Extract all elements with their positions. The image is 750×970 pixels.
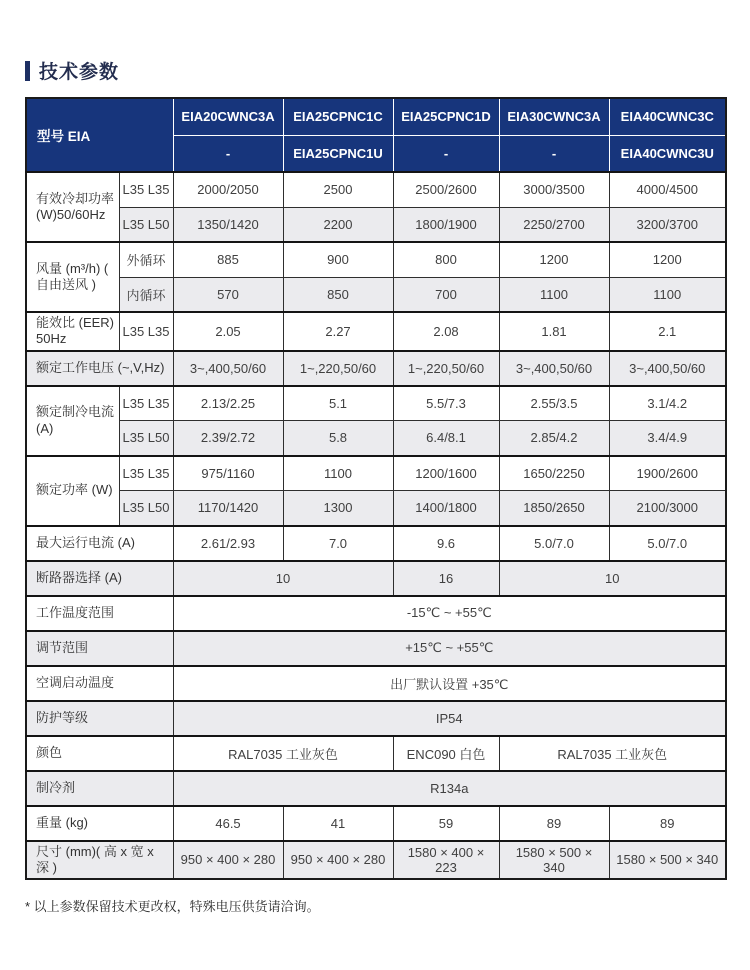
table-row — [26, 312, 726, 351]
table-row — [26, 596, 726, 631]
table-row — [26, 386, 726, 421]
value-cell: 出厂默认设置 +35℃ — [173, 666, 726, 701]
model-header-1: EIA20CWNC3A — [173, 98, 283, 135]
value-cell: 5.0/7.0 — [609, 526, 726, 561]
value-cell: 1650/2250 — [499, 456, 609, 491]
value-cell: 7.0 — [283, 526, 393, 561]
model-header-4: EIA30CWNC3A — [499, 98, 609, 135]
sub-label: L35 L35 — [119, 386, 173, 421]
value-cell: 900 — [283, 242, 393, 277]
value-cell: 5.1 — [283, 386, 393, 421]
row-label-adjust-range: 调节范围 — [26, 631, 173, 666]
value-cell: +15℃ ~ +55℃ — [173, 631, 726, 666]
sub-label: 内循环 — [119, 277, 173, 312]
value-cell: 1350/1420 — [173, 207, 283, 242]
value-cell: 1580 × 500 × 340 — [609, 841, 726, 880]
value-cell: RAL7035 工业灰色 — [173, 736, 393, 771]
value-cell: 2.27 — [283, 312, 393, 351]
row-label-weight: 重量 (kg) — [26, 806, 173, 841]
table-row — [26, 771, 726, 806]
value-cell: 2500 — [283, 172, 393, 207]
row-label-voltage: 额定工作电压 (~,V,Hz) — [26, 351, 173, 386]
value-cell: 89 — [609, 806, 726, 841]
value-cell: 2000/2050 — [173, 172, 283, 207]
model-subheader-2: EIA25CPNC1U — [283, 135, 393, 172]
table-header — [26, 98, 726, 172]
value-cell: 2500/2600 — [393, 172, 499, 207]
model-subheader-1: - — [173, 135, 283, 172]
value-cell: 89 — [499, 806, 609, 841]
value-cell: 2.13/2.25 — [173, 386, 283, 421]
row-label-refrigerant: 制冷剂 — [26, 771, 173, 806]
value-cell: RAL7035 工业灰色 — [499, 736, 726, 771]
value-cell: 1~,220,50/60 — [283, 351, 393, 386]
row-label-cooling: 有效冷却功率 (W)50/60Hz — [26, 172, 119, 242]
table-row — [26, 277, 726, 312]
value-cell: 2.85/4.2 — [499, 421, 609, 456]
value-cell: 1850/2650 — [499, 491, 609, 526]
value-cell: 800 — [393, 242, 499, 277]
footnote: * 以上参数保留技术更改权，特殊电压供货请洽询。 — [25, 899, 320, 914]
value-cell: 9.6 — [393, 526, 499, 561]
row-label-dimensions: 尺寸 (mm)( 高 x 宽 x 深 ) — [26, 841, 173, 880]
value-cell: IP54 — [173, 701, 726, 736]
table-row — [26, 351, 726, 386]
table-row — [26, 841, 726, 880]
row-label-eer: 能效比 (EER) 50Hz — [26, 312, 119, 351]
value-cell: 4000/4500 — [609, 172, 726, 207]
table-row — [26, 806, 726, 841]
value-cell: 975/1160 — [173, 456, 283, 491]
value-cell: 1400/1800 — [393, 491, 499, 526]
value-cell: 10 — [173, 561, 393, 596]
model-subheader-5: EIA40CWNC3U — [609, 135, 726, 172]
value-cell: 1200 — [609, 242, 726, 277]
value-cell: 2.05 — [173, 312, 283, 351]
row-label-start-temp: 空调启动温度 — [26, 666, 173, 701]
value-cell: 1.81 — [499, 312, 609, 351]
value-cell: 1200/1600 — [393, 456, 499, 491]
value-cell: ENC090 白色 — [393, 736, 499, 771]
table-row — [26, 491, 726, 526]
model-subheader-3: - — [393, 135, 499, 172]
value-cell: -15℃ ~ +55℃ — [173, 596, 726, 631]
row-label-rated-current: 额定制冷电流 (A) — [26, 386, 119, 456]
model-header-3: EIA25CPNC1D — [393, 98, 499, 135]
value-cell: 3.4/4.9 — [609, 421, 726, 456]
value-cell: 1800/1900 — [393, 207, 499, 242]
sub-label: 外循环 — [119, 242, 173, 277]
table-row — [26, 242, 726, 277]
model-header-2: EIA25CPNC1C — [283, 98, 393, 135]
value-cell: 570 — [173, 277, 283, 312]
value-cell: 2100/3000 — [609, 491, 726, 526]
table-row — [26, 631, 726, 666]
table-row — [26, 561, 726, 596]
row-label-breaker: 断路器选择 (A) — [26, 561, 173, 596]
page-title: 技术参数 — [39, 62, 120, 83]
value-cell: 3~,400,50/60 — [173, 351, 283, 386]
value-cell: 1100 — [283, 456, 393, 491]
sub-label: L35 L35 — [119, 456, 173, 491]
table-row — [26, 736, 726, 771]
value-cell: 1580 × 400 × 223 — [393, 841, 499, 880]
value-cell: 1300 — [283, 491, 393, 526]
value-cell: 1200 — [499, 242, 609, 277]
value-cell: 41 — [283, 806, 393, 841]
sub-label: L35 L50 — [119, 207, 173, 242]
value-cell: 2.39/2.72 — [173, 421, 283, 456]
sub-label: L35 L50 — [119, 421, 173, 456]
value-cell: 2.55/3.5 — [499, 386, 609, 421]
table-row — [26, 207, 726, 242]
value-cell: 3.1/4.2 — [609, 386, 726, 421]
table-row — [26, 701, 726, 736]
sub-label: L35 L35 — [119, 172, 173, 207]
table-row — [26, 98, 726, 135]
value-cell: 5.5/7.3 — [393, 386, 499, 421]
table-row — [26, 526, 726, 561]
value-cell: 1580 × 500 × 340 — [499, 841, 609, 880]
table-body — [26, 172, 726, 879]
value-cell: 700 — [393, 277, 499, 312]
value-cell: 2250/2700 — [499, 207, 609, 242]
model-corner-cell: 型号 EIA — [26, 98, 173, 172]
row-label-protection: 防护等级 — [26, 701, 173, 736]
row-label-airflow: 风量 (m³/h) ( 自由送风 ) — [26, 242, 119, 312]
value-cell: 3~,400,50/60 — [499, 351, 609, 386]
value-cell: 950 × 400 × 280 — [173, 841, 283, 880]
value-cell: 16 — [393, 561, 499, 596]
row-label-rated-power: 额定功率 (W) — [26, 456, 119, 526]
value-cell: 2.1 — [609, 312, 726, 351]
value-cell: 6.4/8.1 — [393, 421, 499, 456]
row-label-color: 颜色 — [26, 736, 173, 771]
value-cell: 10 — [499, 561, 726, 596]
section-title-row — [25, 57, 750, 84]
value-cell: 2.61/2.93 — [173, 526, 283, 561]
table-row — [26, 666, 726, 701]
value-cell: 1900/2600 — [609, 456, 726, 491]
table-row — [26, 172, 726, 207]
value-cell: 46.5 — [173, 806, 283, 841]
value-cell: 5.8 — [283, 421, 393, 456]
value-cell: R134a — [173, 771, 726, 806]
value-cell: 3200/3700 — [609, 207, 726, 242]
table-row — [26, 456, 726, 491]
value-cell: 3~,400,50/60 — [609, 351, 726, 386]
value-cell: 2.08 — [393, 312, 499, 351]
sub-label: L35 L50 — [119, 491, 173, 526]
value-cell: 850 — [283, 277, 393, 312]
value-cell: 5.0/7.0 — [499, 526, 609, 561]
value-cell: 885 — [173, 242, 283, 277]
value-cell: 1~,220,50/60 — [393, 351, 499, 386]
sub-label: L35 L35 — [119, 312, 173, 351]
value-cell: 1100 — [609, 277, 726, 312]
table-row — [26, 421, 726, 456]
title-accent-bar — [25, 61, 30, 81]
value-cell: 59 — [393, 806, 499, 841]
spec-table — [25, 97, 727, 880]
value-cell: 1170/1420 — [173, 491, 283, 526]
row-label-max-current: 最大运行电流 (A) — [26, 526, 173, 561]
model-header-5: EIA40CWNC3C — [609, 98, 726, 135]
value-cell: 3000/3500 — [499, 172, 609, 207]
value-cell: 1100 — [499, 277, 609, 312]
model-subheader-4: - — [499, 135, 609, 172]
value-cell: 2200 — [283, 207, 393, 242]
row-label-work-temp: 工作温度范围 — [26, 596, 173, 631]
value-cell: 950 × 400 × 280 — [283, 841, 393, 880]
